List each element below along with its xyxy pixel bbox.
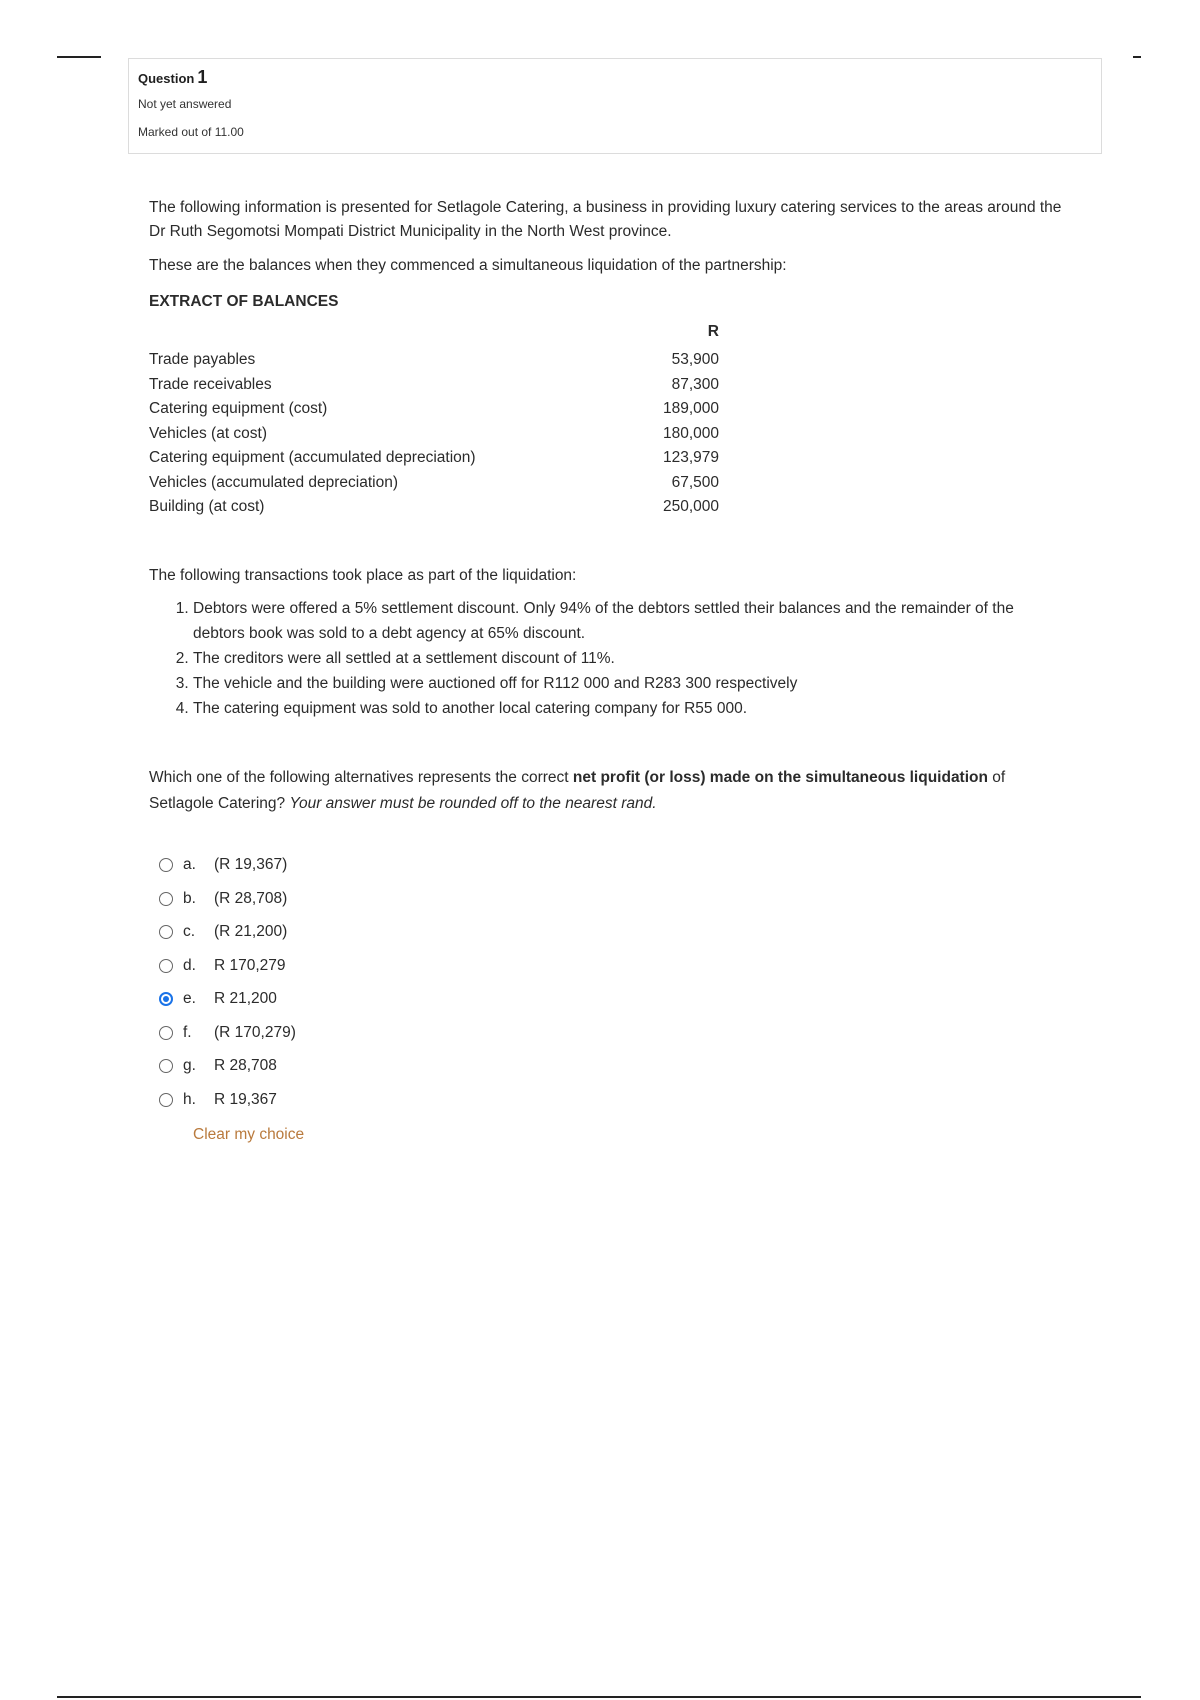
radio-button[interactable] — [159, 1026, 173, 1040]
list-item: 3. The vehicle and the building were auctioned off for R112 000 and R283 300 respectively — [193, 671, 1069, 696]
option-e[interactable] — [159, 983, 1069, 1017]
radio-button[interactable] — [159, 925, 173, 939]
balance-item: Vehicles (accumulated depreciation) — [149, 473, 398, 491]
question-label: Question — [138, 71, 195, 86]
top-rule-left — [57, 56, 101, 58]
balance-item: Catering equipment (accumulated depreciation) — [149, 449, 476, 466]
option-c[interactable] — [159, 916, 1069, 950]
table-row — [149, 348, 719, 373]
option-text: R 28,708 — [214, 1057, 277, 1075]
option-letter: b. — [183, 889, 196, 907]
balance-item: Trade payables — [149, 351, 256, 368]
option-g[interactable] — [159, 1050, 1069, 1084]
list-item: 2. The creditors were all settled at a settlement discount of 11%. — [193, 646, 1069, 671]
balance-amount: 53,900 — [671, 351, 719, 368]
radio-button[interactable] — [159, 892, 173, 906]
option-text: (R 28,708) — [214, 889, 288, 907]
balance-amount: 189,000 — [662, 400, 719, 417]
item-header — [149, 320, 599, 348]
list-item: 4. The catering equipment was sold to another local catering company for R55 000. — [193, 696, 1069, 721]
question-text-bold: net profit (or loss) made on the simultaneous liquidation — [572, 768, 988, 786]
question-text-before: Which one of the following alternatives represents the correct — [149, 768, 573, 786]
top-rule-right — [1133, 56, 1141, 58]
table-row — [149, 471, 719, 496]
option-letter: e. — [183, 990, 196, 1008]
question-title — [138, 67, 207, 88]
table-row — [149, 446, 719, 471]
list-item: 1. Debtors were offered a 5% settlement discount. Only 94% of the debtors settled their balances and the remainder of the debtors book was sold to a debt agency at 65% discount. — [193, 596, 1069, 646]
balance-amount: 250,000 — [662, 498, 719, 515]
option-h[interactable] — [159, 1083, 1069, 1117]
option-letter: a. — [183, 856, 196, 874]
radio-button[interactable] — [159, 1093, 173, 1107]
question-content — [149, 196, 1069, 1147]
balance-amount: 180,000 — [662, 424, 719, 442]
question-text-after: of Setlagole Catering? — [149, 768, 1006, 812]
answer-options — [149, 849, 1069, 1147]
balance-amount: 123,979 — [662, 449, 719, 466]
option-letter: g. — [183, 1057, 196, 1075]
option-text: (R 21,200) — [214, 923, 288, 941]
option-letter: d. — [183, 956, 196, 974]
balance-amount: 87,300 — [671, 375, 719, 393]
table-row — [149, 495, 719, 520]
currency-header: R — [707, 323, 719, 340]
option-text: R 19,367 — [214, 1090, 277, 1108]
balances-table — [149, 320, 719, 520]
option-text: (R 19,367) — [214, 856, 288, 874]
option-text: (R 170,279) — [214, 1023, 296, 1041]
option-letter: f. — [183, 1023, 192, 1041]
balance-item: Trade receivables — [149, 375, 272, 393]
balances-header-row — [149, 320, 719, 348]
option-text: R 21,200 — [214, 990, 277, 1008]
balance-item: Catering equipment (cost) — [149, 400, 328, 417]
question-text-italic: Your answer must be rounded off to the nearest rand. — [289, 794, 657, 812]
question-state: Not yet answered — [138, 97, 232, 111]
radio-button[interactable] — [159, 858, 173, 872]
question-mark: Marked out of 11.00 — [138, 125, 244, 139]
radio-button[interactable] — [159, 1059, 173, 1073]
extract-title: EXTRACT OF BALANCES — [149, 293, 339, 310]
question-number: 1 — [197, 67, 208, 87]
radio-button-selected[interactable] — [159, 992, 173, 1006]
intro-paragraph: The following information is presented for Setlagole Catering, a business in providing luxury catering services to the areas around the Dr Ruth Segomotsi Mompati District Municipality in the North West province. — [149, 199, 1062, 240]
balance-item: Vehicles (at cost) — [149, 424, 268, 442]
balances-intro: These are the balances when they commenced a simultaneous liquidation of the partnership: — [149, 257, 787, 274]
transactions-intro: The following transactions took place as part of the liquidation: — [149, 566, 577, 584]
balance-item: Building (at cost) — [149, 498, 265, 515]
option-b[interactable] — [159, 882, 1069, 916]
radio-button[interactable] — [159, 959, 173, 973]
option-text: R 170,279 — [214, 956, 286, 974]
clear-choice-link[interactable]: Clear my choice — [193, 1125, 305, 1143]
balance-amount: 67,500 — [671, 473, 719, 491]
option-letter: c. — [183, 923, 196, 941]
table-row — [149, 373, 719, 398]
table-row — [149, 422, 719, 447]
question-text — [149, 765, 1069, 817]
option-f[interactable] — [159, 1016, 1069, 1050]
table-row — [149, 397, 719, 422]
transactions-list — [149, 596, 1069, 721]
option-d[interactable] — [159, 949, 1069, 983]
option-letter: h. — [183, 1090, 196, 1108]
question-info-box — [128, 58, 1102, 154]
bottom-rule — [57, 1696, 1141, 1698]
option-a[interactable] — [159, 849, 1069, 883]
